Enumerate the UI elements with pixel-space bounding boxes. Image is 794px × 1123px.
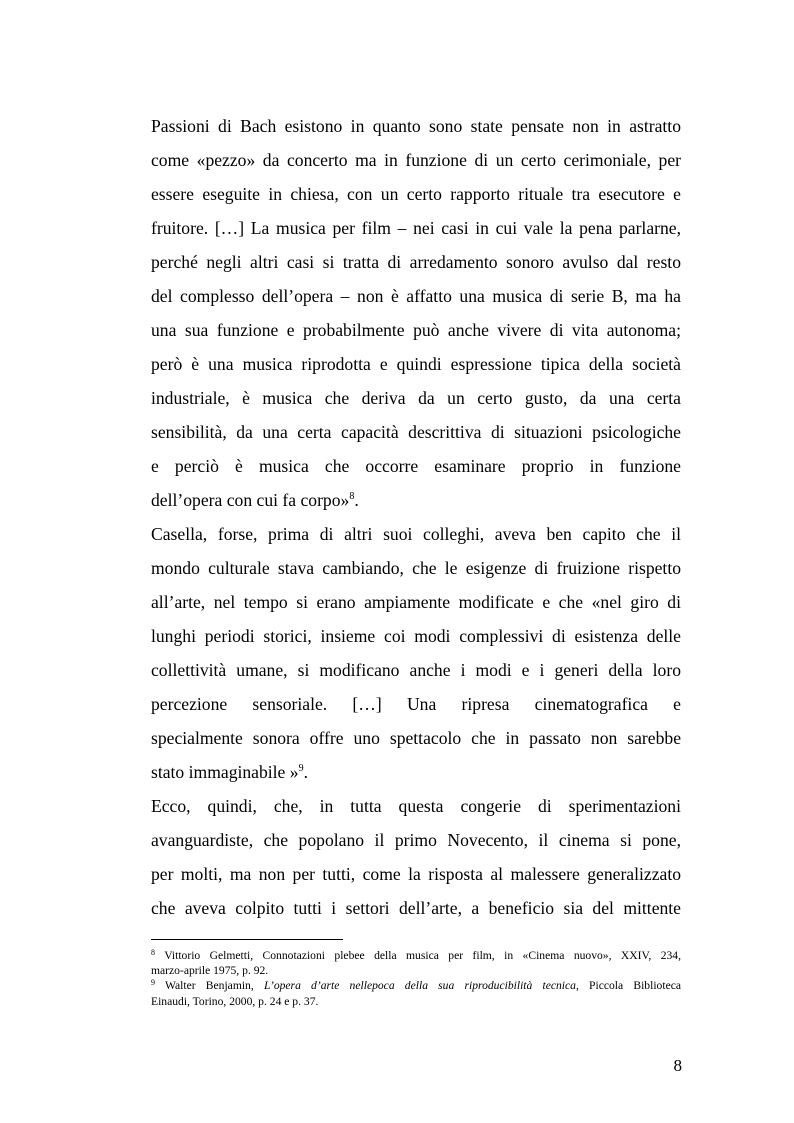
footnote-8-text: Vittorio Gelmetti, Connotazioni plebee della musica per film, in «Cinema nuovo», XXIV, 234, <box>164 949 681 962</box>
footnote-9-line: Einaudi, Torino, 2000, p. 24 e p. 37. <box>151 995 319 1008</box>
body-line: però è una musica riprodotta e quindi espressione tipica della società <box>151 354 681 374</box>
body-line: come «pezzo» da concerto ma in funzione di un certo cerimoniale, per <box>151 150 681 170</box>
body-line: industriale, è musica che deriva da un certo gusto, da una certa <box>151 388 681 408</box>
body-line-text: stato immaginabile » <box>151 762 299 782</box>
body-line: percezione sensoriale. […] Una ripresa cinematografica e <box>151 694 681 714</box>
body-line: Passioni di Bach esistono in quanto sono state pensate non in astratto <box>151 116 681 136</box>
body-line: che aveva colpito tutti i settori dell’arte, a beneficio sia del mittente <box>151 898 681 918</box>
body-line: sensibilità, da una certa capacità descrittiva di situazioni psicologiche <box>151 422 681 442</box>
footnote-8-line <box>151 949 681 963</box>
footnote-8-mark: 8 <box>151 948 155 957</box>
body-line: specialmente sonora offre uno spettacolo che in passato non sarebbe <box>151 728 681 748</box>
body-line: perché negli altri casi si tratta di arredamento sonoro avulso dal resto <box>151 252 681 272</box>
body-line: del complesso dell’opera – non è affatto una musica di serie B, ma ha <box>151 286 681 306</box>
footnote-8-line: marzo-aprile 1975, p. 92. <box>151 964 269 977</box>
footnote-9-line <box>151 979 681 993</box>
body-line-text: dell’opera con cui fa corpo» <box>151 490 350 510</box>
body-line: collettività umane, si modificano anche i modi e i generi della loro <box>151 660 681 680</box>
body-line: avanguardiste, che popolano il primo Novecento, il cinema si pone, <box>151 830 681 850</box>
footnote-9-mark: 9 <box>151 978 155 987</box>
footnote-ref-8[interactable]: 8 <box>349 491 355 502</box>
footnote-ref-9[interactable]: 9 <box>298 763 304 774</box>
footnote-separator <box>151 939 343 940</box>
body-line: lunghi periodi storici, insieme coi modi complessivi di esistenza delle <box>151 626 681 646</box>
body-line: dell’opera con cui fa corpo»$^8$. <box>151 490 359 510</box>
footnote-9-rest: , Piccola Biblioteca <box>575 979 682 992</box>
page-number: 8 <box>673 1056 682 1075</box>
body-line: per molti, ma non per tutti, come la risposta al malessere generalizzato <box>151 864 681 884</box>
body-line: stato immaginabile »$^9$. <box>151 762 308 782</box>
footnote-9-title: L’opera d’arte nellepoca della sua riproducibilità tecnica <box>263 979 576 992</box>
body-line: all’arte, nel tempo si erano ampiamente modificate e che «nel giro di <box>151 592 681 612</box>
body-line: Casella, forse, prima di altri suoi colleghi, aveva ben capito che il <box>151 524 681 544</box>
body-line: fruitore. […] La musica per film – nei casi in cui vale la pena parlarne, <box>151 218 681 238</box>
body-line: una sua funzione e probabilmente può anche vivere di vita autonoma; <box>151 320 681 340</box>
body-line: mondo culturale stava cambiando, che le esigenze di fruizione rispetto <box>151 558 681 578</box>
body-line: e perciò è musica che occorre esaminare proprio in funzione <box>151 456 681 476</box>
body-line: essere eseguite in chiesa, con un certo rapporto rituale tra esecutore e <box>151 184 681 204</box>
footnote-9-author: Walter Benjamin, <box>164 979 264 992</box>
body-line: Ecco, quindi, che, in tutta questa congerie di sperimentazioni <box>151 796 681 816</box>
